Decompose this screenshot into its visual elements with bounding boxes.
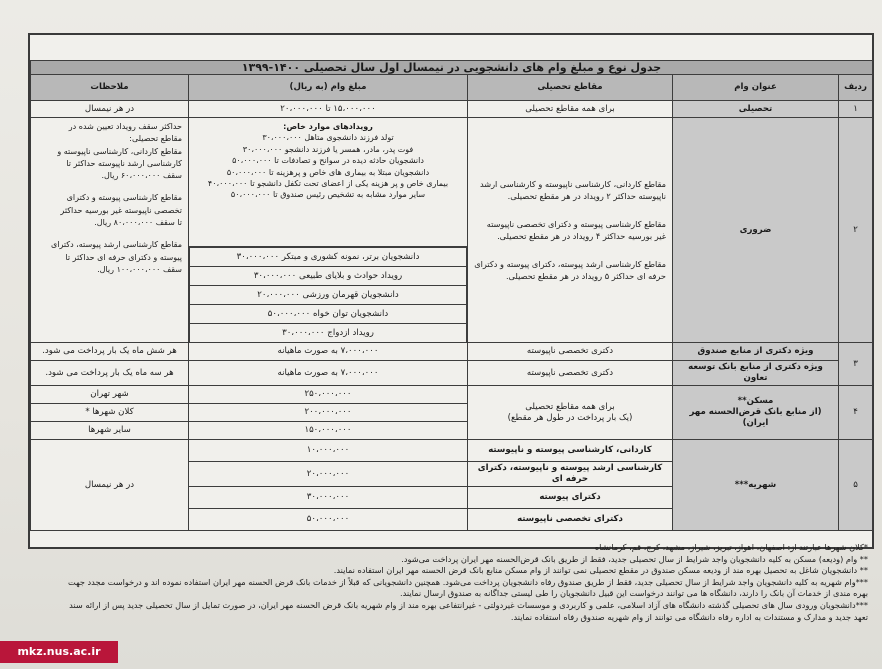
footnote: بهره مندی از خدمات آن بانک را دارند، دانشگاه ها می توانند درخواست این قبیل دانشجویان را طی لیستی جداگانه به صندوق ارسال نمایند. <box>399 588 868 599</box>
event-item: دانشجویان توان خواه ۵۰،۰۰۰،۰۰۰ <box>190 305 467 324</box>
level-cell: کاردانی، کارشناسی پیوسته و ناپیوسته <box>468 440 673 462</box>
level-rule: مقاطع کارشناسی پیوسته و دکترای تخصصی ناپیوسته غیر بورسیه حداکثر ۴ رویداد در هر مقطع تحصیلی. <box>486 219 666 241</box>
special-item: دانشجویان حادثه دیده در سوانح و تصادفات تا ۵۰،۰۰۰،۰۰۰ <box>232 156 424 166</box>
loan-table <box>30 60 873 531</box>
level-cell: برای همه مقاطع تحصیلی <box>468 101 673 118</box>
note-cell: کلان شهرها * <box>31 404 189 422</box>
table-row <box>31 440 873 462</box>
footnote: تعهد جدید و مدارک و مستندات به اداره رفاه دانشگاه می توانند از وام شهریه صندوق رفاه استفاده نمایند. <box>510 611 868 622</box>
special-item: دانشجویان مبتلا به بیماری های خاص و پرهزینه تا ۵۰،۰۰۰،۰۰۰ <box>226 167 430 177</box>
footnote: ***وام شهریه به کلیه دانشجویان واجد شرایط از سال تحصیلی جدید، فقط از طریق صندوق رفاه دانشجویان پرداخت می‌شود. همچنین دانشجویانی که قبلاً از خدمات بانک قرض الحسنه مهر ایران استفاده نموده اند و درخواست مجدد جهت <box>68 576 868 587</box>
note-cell: در هر نیمسال <box>31 440 189 531</box>
event-item: دانشجویان قهرمان ورزشی ۲۰،۰۰۰،۰۰۰ <box>190 286 467 305</box>
loan-title: ویژه دکتری از منابع بانک توسعه تعاون <box>673 361 839 386</box>
amount-cell: ۷،۰۰۰،۰۰۰ به صورت ماهیانه <box>189 361 468 386</box>
note-cell <box>31 118 189 343</box>
note-line: مقاطع کارشناسی پیوسته و دکترای <box>66 193 182 203</box>
note-line: سقف ۶۰،۰۰۰،۰۰۰ ریال. <box>101 171 182 181</box>
row-number: ۱ <box>839 101 873 118</box>
footnote: ***دانشجویان ورودی سال های تحصیلی گذشته دانشگاه های آزاد اسلامی، علمی و کاربردی و موسسات غیردولتی - غیرانتفاعی بهره مند از وام شهریه بانک قرض الحسنه مهر ایران، در صورت تمایل از سال تحصیلی جدید پس از ارائه سند <box>69 599 868 610</box>
footnote: *کلان شهرها عبارتند از: اصفهان، اهواز، تبریز، شیراز، مشهد، کرج، قم، کرمانشاه <box>594 542 868 552</box>
level-cell: دکتری تخصصی ناپیوسته <box>468 343 673 361</box>
level-cell <box>468 118 673 343</box>
header-amount: مبلغ وام (به ریال) <box>189 75 468 101</box>
event-item: رویداد حوادث و بلایای طبیعی ۳۰،۰۰۰،۰۰۰ <box>190 267 467 286</box>
note-line: پیوسته و دکترای حرفه ای حداکثر تا <box>65 252 182 262</box>
level-cell: کارشناسی ارشد پیوسته و ناپیوسته، دکترای حرفه ای <box>468 462 673 487</box>
table-row <box>31 101 873 118</box>
level-rule: مقاطع کاردانی، کارشناسی ناپیوسته و کارشناسی ارشد ناپیوسته حداکثر ۲ رویداد در هر مقطع تحصیلی. <box>479 179 666 201</box>
footnotes <box>30 542 868 623</box>
special-item: سایر موارد مشابه به تشخیص رئیس صندوق تا ۵۰،۰۰۰،۰۰۰ <box>230 190 426 200</box>
note-line: حداکثر سقف رویداد تعیین شده در <box>68 122 182 131</box>
note-line <box>37 182 182 192</box>
row-number: ۵ <box>839 440 873 531</box>
special-item: بیماری خاص و پر هزینه یکی از اعضای تحت تکفل دانشجو تا ۴۰،۰۰۰،۰۰۰ <box>207 179 449 189</box>
amount-cell: ۵۰،۰۰۰،۰۰۰ <box>189 509 468 531</box>
special-item: تولد فرزند دانشجوی متاهل ۳۰،۰۰۰،۰۰۰ <box>262 133 394 143</box>
table-row <box>31 361 873 386</box>
note-line: تا سقف ۸۰،۰۰۰،۰۰۰ ریال. <box>94 218 182 228</box>
event-item: رویداد ازدواج ۳۰،۰۰۰،۰۰۰ <box>190 324 467 343</box>
note-cell: هر سه ماه یک بار پرداخت می شود. <box>31 361 189 386</box>
note-cell: شهر تهران <box>31 386 189 404</box>
loan-title: شهریه*** <box>673 440 839 531</box>
table-row <box>31 343 873 361</box>
row-number: ۴ <box>839 386 873 440</box>
level-cell: دکتری تخصصی ناپیوسته <box>468 361 673 386</box>
special-heading: رویدادهای موارد خاص: <box>283 122 373 131</box>
loan-title: ضروری <box>673 118 839 343</box>
note-cell: در هر نیمسال <box>31 101 189 118</box>
amount-cell: ۲۰۰،۰۰۰،۰۰۰ <box>189 404 468 422</box>
header-row-number: ردیف <box>839 75 873 101</box>
note-cell: هر شش ماه یک بار پرداخت می شود. <box>31 343 189 361</box>
note-line: مقاطع کاردانی، کارشناسی ناپیوسته و <box>57 146 182 156</box>
note-cell: سایر شهرها <box>31 422 189 440</box>
table-title: جدول نوع و مبلغ وام های دانشجویی در نیمسال اول سال تحصیلی ۱۴۰۰-۱۳۹۹ <box>31 61 873 75</box>
note-line <box>37 229 182 239</box>
note-line: کارشناسی ارشد ناپیوسته حداکثر تا <box>66 158 182 168</box>
level-rule: مقاطع کارشناسی ارشد پیوسته، دکترای پیوسته و دکترای حرفه ای حداکثر ۵ رویداد در هر مقطع تحصیلی. <box>474 259 666 281</box>
loan-title <box>673 386 839 440</box>
note-line: مقاطع تحصیلی: <box>129 134 182 144</box>
footnote: ** وام (ودیعه) مسکن به کلیه دانشجویان واجد شرایط از سال تحصیلی جدید، فقط از طریق بانک قرض‌الحسنه مهر ایران پرداخت می‌شود. <box>401 553 868 564</box>
level-cell: دکترای تخصصی ناپیوسته <box>468 509 673 531</box>
amount-cell: ۲۵۰،۰۰۰،۰۰۰ <box>189 386 468 404</box>
level-cell: دکترای پیوسته <box>468 487 673 509</box>
event-item: دانشجویان برتر، نمونه کشوری و مبتکر ۳۰،۰۰۰،۰۰۰ <box>190 248 467 267</box>
header-level: مقاطع تحصیلی <box>468 75 673 101</box>
header-loan-title: عنوان وام <box>673 75 839 101</box>
special-item: فوت پدر، مادر، همسر یا فرزند دانشجو ۳۰،۰۰۰،۰۰۰ <box>242 144 414 154</box>
note-line: مقاطع کارشناسی ارشد پیوسته، دکترای <box>50 240 182 250</box>
loan-title: ویژه دکتری از منابع صندوق <box>673 343 839 361</box>
level-cell <box>468 386 673 440</box>
note-line: تخصصی ناپیوسته غیر بورسیه حداکثر <box>60 205 182 215</box>
amount-cell: ۱۵۰،۰۰۰،۰۰۰ <box>189 422 468 440</box>
row-number: ۳ <box>839 343 873 386</box>
amount-cell: ۱۰،۰۰۰،۰۰۰ <box>189 440 468 462</box>
table-row <box>31 118 873 343</box>
loan-title-sub: (از منابع بانک قرض‌الحسنه مهر ایران) <box>689 407 822 428</box>
loan-title: تحصیلی <box>673 101 839 118</box>
amount-cell: ۷،۰۰۰،۰۰۰ به صورت ماهیانه <box>189 343 468 361</box>
amount-cell: ۱۵،۰۰۰،۰۰۰ تا ۲۰،۰۰۰،۰۰۰ <box>189 101 468 118</box>
note-line: سقف ۱۰۰،۰۰۰،۰۰۰ ریال. <box>97 264 182 274</box>
amount-cell <box>189 118 468 343</box>
other-events <box>189 247 467 342</box>
site-watermark: mkz.nus.ac.ir <box>0 641 118 663</box>
header-notes: ملاحظات <box>31 75 189 101</box>
loan-title-main: مسکن** <box>737 396 774 406</box>
amount-cell: ۳۰،۰۰۰،۰۰۰ <box>189 487 468 509</box>
row-number: ۲ <box>839 118 873 343</box>
amount-cell: ۲۰،۰۰۰،۰۰۰ <box>189 462 468 487</box>
table-row <box>31 386 873 404</box>
level-main: برای همه مقاطع تحصیلی <box>525 401 615 412</box>
level-sub: (یک بار پرداخت در طول هر مقطع) <box>507 412 633 423</box>
footnote: ** دانشجویان شاغل به تحصیل بهره مند از ودیعه مسکن صندوق در مقطع تحصیلی نمی توانند از وام مسکن منابع بانک قرض الحسنه مهر ایران استفاده نمایند. <box>333 565 868 576</box>
